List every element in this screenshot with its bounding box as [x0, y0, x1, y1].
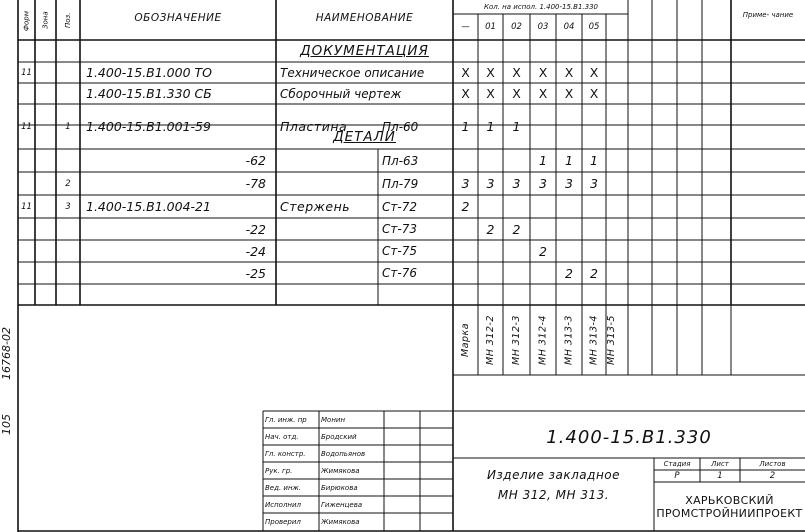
row-qty-cell: [453, 218, 478, 240]
exec-col-header: 03: [537, 22, 549, 32]
row-designation: -62: [245, 153, 266, 168]
exec-col-header: 02: [511, 22, 522, 32]
row-mark: Ст-72: [382, 199, 417, 214]
row-qty-cell: [478, 149, 503, 172]
sheets-value: 2: [769, 471, 776, 481]
row-designation: 1.400-15.В1.001-59: [86, 119, 211, 134]
row-pos: [56, 62, 80, 83]
signer-role: Исполнил: [265, 500, 302, 509]
mark-item: МН 313-4: [588, 315, 600, 365]
row-zone: [35, 195, 56, 218]
row-zone: [35, 104, 56, 149]
row-qty-cell: [530, 262, 556, 284]
row-format: [18, 218, 35, 240]
row-qty-cell: [582, 240, 606, 262]
row-qty-cell: X: [538, 65, 548, 80]
row-qty-cell: 3: [539, 176, 547, 191]
row-qty-cell: [503, 149, 530, 172]
row-qty-cell: X: [564, 86, 574, 101]
signer-role: Гл. инж. пр: [265, 415, 307, 424]
row-zone: [35, 83, 56, 104]
row-mark: Ст-73: [382, 222, 417, 236]
signer-name: Монин: [321, 415, 346, 424]
product-name-line1: Изделие закладное: [486, 468, 621, 482]
row-qty-cell: 2: [565, 265, 573, 281]
signer-role: Гл. констр.: [265, 449, 306, 458]
mark-item: МН 313-3: [563, 315, 575, 365]
row-pos: [56, 83, 80, 104]
row-qty-cell: X: [486, 86, 495, 101]
row-qty-cell: 1: [461, 119, 470, 134]
signer-name: Жимякова: [321, 466, 360, 475]
signer-name: Жимякова: [321, 518, 360, 526]
row-zone: [35, 218, 56, 240]
row-qty-cell: [453, 240, 478, 262]
exec-col-header: 01: [485, 22, 496, 32]
row-qty-cell: 1: [539, 153, 547, 168]
row-format: [18, 83, 35, 104]
header-qty: Кол. на испол. 1.400-15.В1.330: [484, 2, 598, 11]
row-name: [280, 172, 376, 195]
row-designation: -25: [245, 265, 266, 281]
row-zone: [35, 149, 56, 172]
mark-item: МН 312-2: [485, 315, 496, 365]
row-qty-cell: [503, 195, 530, 218]
signer-role: Нач. отд.: [265, 432, 299, 441]
row-qty-cell: X: [486, 65, 495, 80]
row-mark: Пл-79: [382, 176, 419, 191]
row-name: Сборочный чертеж: [280, 86, 402, 101]
row-qty-cell: [503, 262, 530, 284]
row-name: [280, 218, 376, 240]
signer-role: Рук. гр.: [265, 466, 293, 475]
row-format: [18, 262, 35, 284]
signer-name: Бирюкова: [321, 483, 358, 492]
header-designation: ОБОЗНАЧЕНИЕ: [134, 12, 222, 24]
row-qty-cell: 2: [486, 221, 495, 237]
row-qty-cell: 1: [590, 153, 598, 168]
row-qty-cell: [478, 240, 503, 262]
row-qty-cell: 3: [461, 176, 470, 191]
row-qty-cell: [453, 149, 478, 172]
row-qty-cell: [556, 104, 582, 149]
row-zone: [35, 172, 56, 195]
signer-name: Гиженцева: [321, 500, 363, 509]
row-qty-cell: 2: [461, 199, 470, 214]
row-format: 11: [21, 121, 32, 132]
row-pos: 2: [65, 178, 71, 189]
row-mark: Ст-76: [382, 266, 417, 280]
row-pos: [56, 149, 80, 172]
sheets-label: Листов: [759, 460, 786, 468]
section-parts: ДЕТАЛИ: [333, 129, 396, 145]
row-qty-cell: X: [589, 86, 599, 101]
row-qty-cell: [453, 262, 478, 284]
row-mark: Ст-75: [382, 244, 417, 258]
row-qty-cell: X: [564, 65, 574, 80]
margin-number: 105: [0, 414, 13, 435]
stage-label: Стадия: [663, 460, 691, 468]
row-qty-cell: 3: [590, 176, 598, 191]
header-pos: Поз.: [64, 12, 72, 29]
sheet-value: 1: [717, 471, 723, 481]
row-qty-cell: [556, 218, 582, 240]
row-name: [280, 149, 376, 172]
row-designation: 1.400-15.В1.004-21: [86, 199, 211, 214]
row-qty-cell: [503, 240, 530, 262]
row-qty-cell: X: [538, 86, 548, 101]
header-zone: Зона: [41, 11, 50, 30]
row-qty-cell: 1: [512, 119, 521, 134]
row-qty-cell: 3: [512, 176, 521, 191]
row-qty-cell: 2: [512, 221, 521, 237]
mark-item: МН 313-5: [606, 315, 617, 365]
row-designation: -78: [245, 176, 266, 191]
row-format: [18, 172, 35, 195]
header-note: Приме- чание: [742, 11, 794, 19]
row-qty-cell: [478, 262, 503, 284]
row-format: [18, 240, 35, 262]
row-zone: [35, 240, 56, 262]
row-qty-cell: [582, 195, 606, 218]
organization-line1: ХАРЬКОВСКИЙ: [685, 494, 774, 507]
organization: [654, 485, 805, 529]
row-qty-cell: X: [589, 65, 599, 80]
row-qty-cell: [478, 195, 503, 218]
stage-value: Р: [674, 471, 680, 481]
signer-role: Вед. инж.: [265, 483, 302, 492]
header-format: Форм: [22, 10, 31, 31]
sheet-label: Лист: [711, 460, 729, 468]
row-qty-cell: 2: [539, 243, 547, 259]
product-name-line2: МН 312, МН 313.: [497, 488, 610, 502]
row-qty-cell: X: [461, 65, 470, 80]
signer-role: Проверил: [265, 518, 301, 526]
row-qty-cell: X: [512, 86, 521, 101]
signer-name: Бродский: [321, 432, 357, 441]
doc-number: 1.400-15.В1.330: [546, 426, 712, 448]
row-name: [280, 262, 376, 284]
row-mark: Пл-63: [382, 153, 419, 168]
row-qty-cell: X: [461, 86, 470, 101]
row-name: Стержень: [280, 199, 351, 214]
row-format: 11: [21, 67, 32, 78]
row-format: [18, 149, 35, 172]
row-zone: [35, 62, 56, 83]
row-zone: [35, 262, 56, 284]
exec-col-header: 04: [563, 22, 575, 32]
margin-inventory-number: 16768-02: [0, 327, 13, 380]
row-qty-cell: [556, 240, 582, 262]
mark-item: МН 312-4: [537, 315, 549, 365]
row-name: Техническое описание: [280, 65, 425, 80]
row-qty-cell: 3: [565, 176, 573, 191]
row-pos: [56, 240, 80, 262]
row-name: Пластина: [280, 119, 348, 134]
row-qty-cell: 3: [486, 176, 495, 191]
row-designation: -24: [245, 243, 266, 259]
row-pos: [56, 262, 80, 284]
row-qty-cell: [530, 104, 556, 149]
row-qty-cell: X: [512, 65, 521, 80]
row-qty-cell: [530, 218, 556, 240]
row-format: 11: [21, 201, 32, 212]
row-pos: 1: [65, 121, 71, 132]
row-qty-cell: [582, 218, 606, 240]
marks-label: Марка: [460, 322, 471, 358]
row-qty-cell: [530, 195, 556, 218]
row-designation: 1.400-15.В1.330 СБ: [86, 86, 212, 101]
row-qty-cell: 2: [590, 265, 598, 281]
row-name: [280, 240, 376, 262]
row-pos: 3: [65, 201, 71, 212]
exec-col-header: 05: [588, 22, 600, 32]
row-qty-cell: [582, 104, 606, 149]
exec-col-header: —: [461, 22, 470, 32]
row-qty-cell: 1: [565, 153, 573, 168]
row-designation: -22: [245, 221, 266, 237]
header-name: НАИМЕНОВАНИЕ: [315, 12, 414, 24]
signer-name: Водопьянов: [321, 449, 366, 458]
section-documentation: ДОКУМЕНТАЦИЯ: [300, 43, 429, 59]
row-designation: 1.400-15.В1.000 ТО: [86, 65, 212, 80]
row-qty-cell: [556, 195, 582, 218]
row-mark: Пл-60: [382, 119, 419, 134]
organization-line2: ПРОМСТРОЙНИИПРОЕКТ: [656, 507, 803, 520]
row-pos: [56, 218, 80, 240]
mark-item: МН 312-3: [511, 315, 522, 365]
row-qty-cell: 1: [486, 119, 495, 134]
